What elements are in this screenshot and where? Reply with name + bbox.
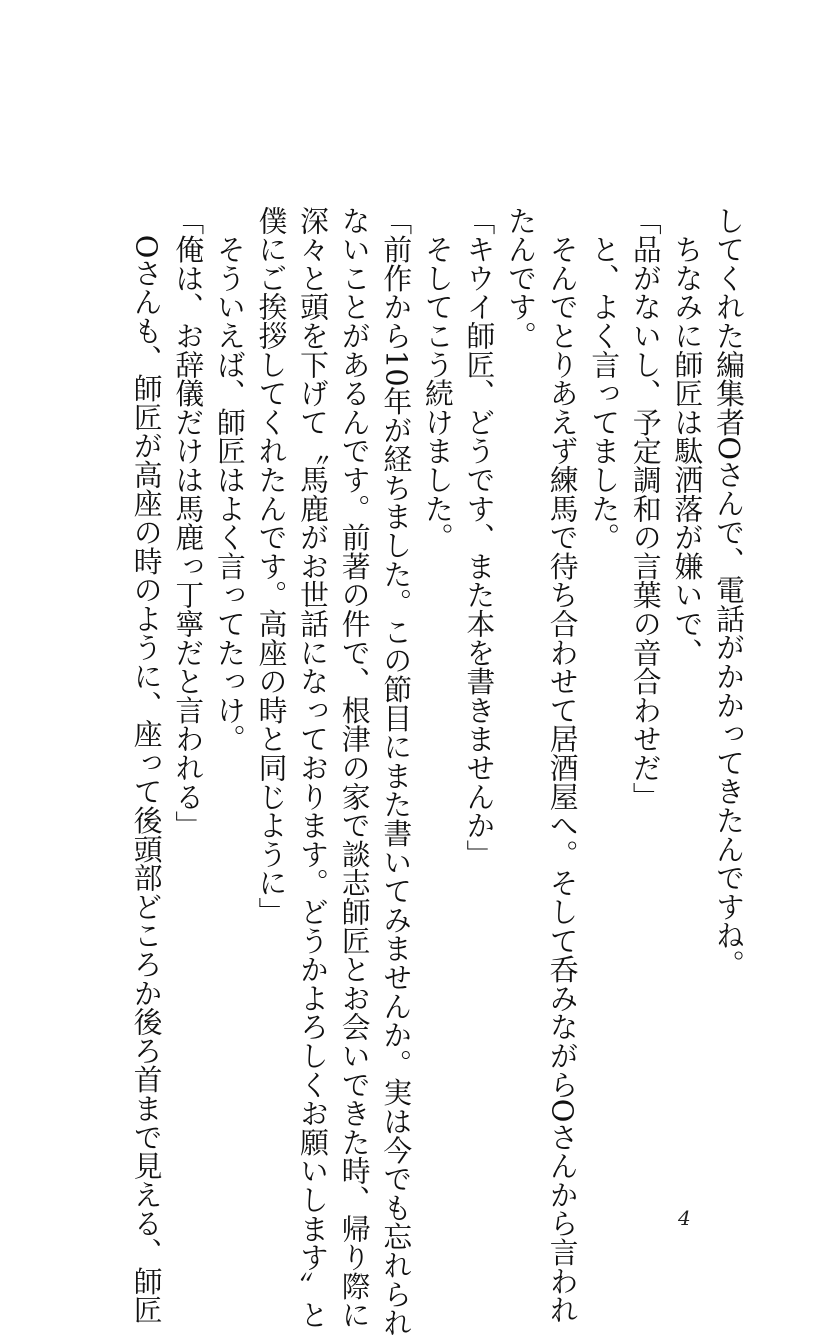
text-line: 僕にご挨拶してくれたんです。高座の時と同じように」 xyxy=(254,206,289,926)
text-line: そういえば、師匠はよく言ってたっけ。 xyxy=(212,206,247,754)
text-line: 「品がないし、予定調和の言葉の音合わせだ」 xyxy=(628,206,663,811)
text-line: 「俺は、お辞儀だけは馬鹿っ丁寧だと言われる」 xyxy=(171,206,206,840)
text-line: そんでとりあえず練馬で待ち合わせて居酒屋へ。そして呑みながらOさんから言われ xyxy=(545,206,580,1325)
vertical-body-text xyxy=(125,206,749,1337)
text-line: たんです。 xyxy=(504,206,539,350)
text-line: と、よく言ってました。 xyxy=(587,206,622,552)
text-line: 深々と頭を下げて〝馬鹿がお世話になっております。どうかよろしくお願いします〟と xyxy=(296,206,331,1330)
text-line: ないことがあるんです。前著の件で、根津の家で談志師匠とお会いできた時、帰り際に xyxy=(337,206,372,1330)
text-line: そしてこう続けました。 xyxy=(420,206,455,552)
text-line: Oさんも、師匠が高座の時のように、座って後頭部どころか後ろ首まで見える、師匠 xyxy=(129,206,164,1325)
text-line: ちなみに師匠は駄洒落が嫌いで、 xyxy=(670,206,705,667)
text-line: 「前作から10年が経ちました。この節目にまた書いてみませんか。実は今でも忘れられ xyxy=(379,206,414,1337)
text-line: 「キウイ師匠、どうです、また本を書きませんか」 xyxy=(462,206,497,869)
text-line: してくれた編集者Oさんで、電話がかかってきたんですね。 xyxy=(712,206,746,979)
page-number: 4 xyxy=(678,1206,691,1230)
